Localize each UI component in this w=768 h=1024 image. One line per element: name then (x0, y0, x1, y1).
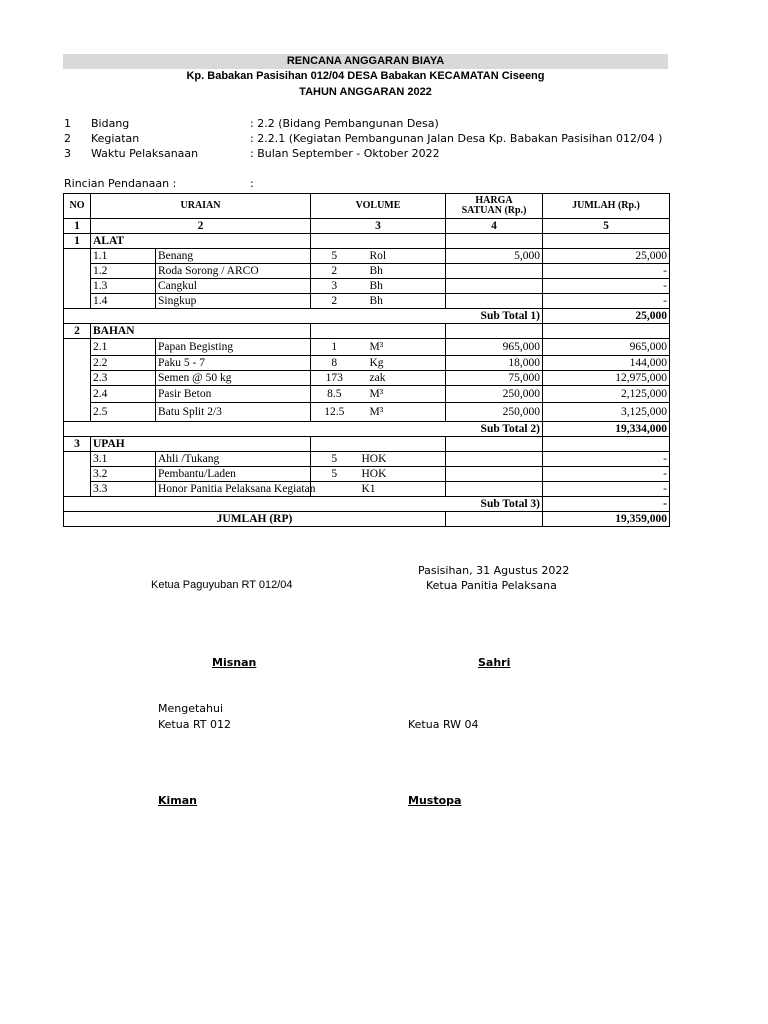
item-total: 3,125,000 (543, 403, 670, 422)
item-qty: 5 (311, 467, 358, 482)
table-row (64, 482, 670, 497)
col-number-5: 5 (543, 219, 670, 234)
item-price: 250,000 (446, 386, 543, 403)
rincian-value: : (250, 177, 254, 190)
col-number-2: 2 (91, 219, 311, 234)
info-no-1: 1 (64, 117, 71, 130)
item-name: Ahli /Tukang (156, 452, 311, 467)
item-name: Roda Sorong / ARCO (156, 264, 311, 279)
item-code: 2.5 (91, 403, 156, 422)
item-price (446, 294, 543, 309)
rt-name: Kiman (158, 794, 198, 807)
item-qty: 12.5 (311, 403, 358, 422)
item-qty: 5 (311, 249, 358, 264)
table-row (64, 294, 670, 309)
table-row (64, 356, 670, 371)
item-qty: 2 (311, 294, 358, 309)
item-price (446, 452, 543, 467)
header-harga (446, 194, 543, 219)
right-signer-title: Ketua Panitia Pelaksana (426, 579, 557, 592)
mengetahui-label: Mengetahui (158, 702, 224, 715)
subtotal-label: Sub Total 1) (64, 309, 543, 324)
item-unit: M³ (358, 386, 446, 403)
item-unit: HOK (358, 452, 446, 467)
col-number-3: 3 (311, 219, 446, 234)
item-total: - (543, 452, 670, 467)
table-row (64, 339, 670, 356)
section-no: 2 (64, 324, 91, 339)
rw-name: Mustopa (408, 794, 462, 807)
info-label-bidang: Bidang (91, 117, 130, 130)
grand-total-value: 19,359,000 (543, 512, 670, 527)
item-unit: zak (358, 371, 446, 386)
page-subtitle: Kp. Babakan Pasisihan 012/04 DESA Babakan KECAMATAN Ciseeng (186, 70, 545, 82)
item-price: 5,000 (446, 249, 543, 264)
item-unit: Bh (358, 294, 446, 309)
item-total: 2,125,000 (543, 386, 670, 403)
rw-title: Ketua RW 04 (408, 718, 479, 731)
item-code: 1.1 (91, 249, 156, 264)
item-name: Honor Panitia Pelaksana Kegiatan (156, 482, 311, 497)
subtotal-value: 19,334,000 (543, 422, 670, 437)
item-code: 1.4 (91, 294, 156, 309)
item-name: Cangkul (156, 279, 311, 294)
section-no: 3 (64, 437, 91, 452)
section-name: UPAH (91, 437, 156, 452)
table-row (64, 467, 670, 482)
info-label-kegiatan: Kegiatan (91, 132, 140, 145)
item-price: 75,000 (446, 371, 543, 386)
item-name: Pasir Beton (156, 386, 311, 403)
header-volume: VOLUME (311, 194, 446, 219)
item-qty (311, 482, 358, 497)
item-code: 2.1 (91, 339, 156, 356)
item-name: Singkup (156, 294, 311, 309)
item-unit: M³ (358, 339, 446, 356)
item-total: 144,000 (543, 356, 670, 371)
item-qty: 3 (311, 279, 358, 294)
section-row-alat (64, 234, 670, 249)
item-name: Paku 5 - 7 (156, 356, 311, 371)
info-value-bidang: : 2.2 (Bidang Pembangunan Desa) (250, 117, 439, 130)
item-code: 2.4 (91, 386, 156, 403)
header-harga-line2: SATUAN (Rp.) (461, 205, 527, 216)
item-code: 3.3 (91, 482, 156, 497)
table-header-row (64, 194, 670, 219)
table-row (64, 403, 670, 422)
info-value-waktu: : Bulan September - Oktober 2022 (250, 147, 440, 160)
item-qty: 173 (311, 371, 358, 386)
item-total: - (543, 264, 670, 279)
budget-year: TAHUN ANGGARAN 2022 (299, 86, 432, 98)
item-price: 965,000 (446, 339, 543, 356)
item-total: 965,000 (543, 339, 670, 356)
place-date: Pasisihan, 31 Agustus 2022 (418, 564, 570, 577)
item-total: 12,975,000 (543, 371, 670, 386)
subtotal-value: - (543, 497, 670, 512)
item-unit: K1 (358, 482, 446, 497)
table-row (64, 386, 670, 403)
item-price (446, 467, 543, 482)
item-price: 18,000 (446, 356, 543, 371)
item-name: Semen @ 50 kg (156, 371, 311, 386)
item-code: 1.3 (91, 279, 156, 294)
subtotal-label: Sub Total 2) (64, 422, 543, 437)
header-no: NO (64, 194, 91, 219)
item-price (446, 264, 543, 279)
grand-total-row (64, 512, 670, 527)
header-uraian: URAIAN (91, 194, 311, 219)
item-qty: 8 (311, 356, 358, 371)
item-total: - (543, 279, 670, 294)
item-total: - (543, 482, 670, 497)
item-total: - (543, 467, 670, 482)
item-code: 3.2 (91, 467, 156, 482)
section-name: BAHAN (91, 324, 156, 339)
section-name: ALAT (91, 234, 156, 249)
col-number-1: 1 (64, 219, 91, 234)
table-row (64, 249, 670, 264)
section-no: 1 (64, 234, 91, 249)
item-code: 1.2 (91, 264, 156, 279)
item-unit: Bh (358, 264, 446, 279)
left-signer-name: Misnan (212, 656, 257, 669)
item-price (446, 482, 543, 497)
table-row (64, 452, 670, 467)
item-unit: Rol (358, 249, 446, 264)
section-row-bahan (64, 324, 670, 339)
item-price: 250,000 (446, 403, 543, 422)
subtotal-row-3 (64, 497, 670, 512)
column-number-row (64, 219, 670, 234)
table-row (64, 264, 670, 279)
item-name: Pembantu/Laden (156, 467, 311, 482)
item-code: 3.1 (91, 452, 156, 467)
item-total: 25,000 (543, 249, 670, 264)
section-row-upah (64, 437, 670, 452)
left-signer-title: Ketua Paguyuban RT 012/04 (151, 579, 293, 591)
right-signer-name: Sahri (478, 656, 511, 669)
item-code: 2.3 (91, 371, 156, 386)
item-price (446, 279, 543, 294)
rt-title: Ketua RT 012 (158, 718, 232, 731)
info-value-kegiatan: : 2.2.1 (Kegiatan Pembangunan Jalan Desa Kp. Babakan Pasisihan 012/04 ) (250, 132, 663, 145)
info-no-3: 3 (64, 147, 71, 160)
item-qty: 5 (311, 452, 358, 467)
col-number-4: 4 (446, 219, 543, 234)
item-code: 2.2 (91, 356, 156, 371)
info-no-2: 2 (64, 132, 71, 145)
item-name: Papan Begisting (156, 339, 311, 356)
item-qty: 2 (311, 264, 358, 279)
subtotal-row-1 (64, 309, 670, 324)
item-unit: Kg (358, 356, 446, 371)
item-name: Benang (156, 249, 311, 264)
info-label-waktu: Waktu Pelaksanaan (91, 147, 199, 160)
subtotal-value: 25,000 (543, 309, 670, 324)
table-row (64, 279, 670, 294)
item-name: Batu Split 2/3 (156, 403, 311, 422)
budget-table (63, 193, 670, 527)
item-qty: 1 (311, 339, 358, 356)
table-row (64, 371, 670, 386)
page-title: RENCANA ANGGARAN BIAYA (286, 55, 445, 67)
item-unit: HOK (358, 467, 446, 482)
item-unit: Bh (358, 279, 446, 294)
subtotal-label: Sub Total 3) (64, 497, 543, 512)
subtotal-row-2 (64, 422, 670, 437)
item-total: - (543, 294, 670, 309)
header-harga-line1: HARGA (475, 195, 513, 206)
grand-total-label: JUMLAH (RP) (64, 512, 446, 527)
rincian-label: Rincian Pendanaan : (64, 177, 177, 190)
item-qty: 8.5 (311, 386, 358, 403)
item-unit: M³ (358, 403, 446, 422)
header-jumlah: JUMLAH (Rp.) (543, 194, 670, 219)
